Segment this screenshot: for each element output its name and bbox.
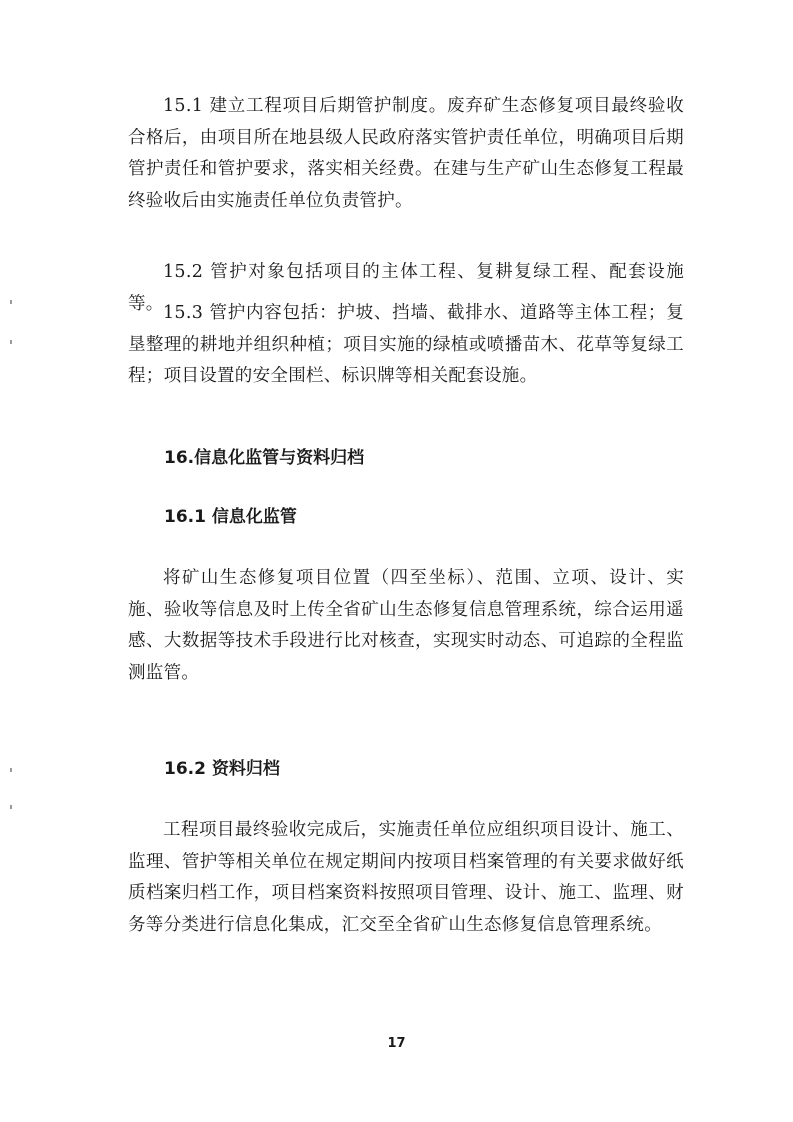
scan-mark: [10, 805, 12, 809]
section-16-1-heading: 16.1 信息化监管: [164, 507, 297, 527]
scan-mark: [10, 300, 12, 304]
page-number: 17: [387, 1036, 406, 1051]
paragraph-15-3: 15.3 管护内容包括：护坡、挡墙、截排水、道路等主体工程；复垦整理的耕地并组织种植；项目实施的绿植或喷播苗木、花草等复绿工程；项目设置的安全围栏、标识牌等相关配套设施。: [128, 303, 684, 386]
paragraph-15-2: 15.2 管护对象包括项目的主体工程、复耕复绿工程、配套设施等。: [128, 262, 684, 314]
paragraph-16-2: 工程项目最终验收完成后，实施责任单位应组织项目设计、施工、监理、管护等相关单位在规定期间内按项目档案管理的有关要求做好纸质档案归档工作，项目档案资料按照项目管理、设计、施工、监理、财务等分类进行信息化集成，汇交至全省矿山生态修复信息管理系统。: [128, 820, 684, 935]
paragraph-16-1: 将矿山生态修复项目位置（四至坐标）、范围、立项、设计、实施、验收等信息及时上传全省矿山生态修复信息管理系统，综合运用遥感、大数据等技术手段进行比对核查，实现实时动态、可追踪的全程监测监管。: [128, 568, 684, 683]
paragraph-15-1: 15.1 建立工程项目后期管护制度。废弃矿生态修复项目最终验收合格后，由项目所在地县级人民政府落实管护责任单位，明确项目后期管护责任和管护要求，落实相关经费。在建与生产矿山生态修复工程最终验收后由实施责任单位负责管护。: [128, 96, 684, 211]
section-16-2-heading: 16.2 资料归档: [164, 759, 280, 779]
scan-mark: [10, 340, 12, 344]
section-16-heading: 16.信息化监管与资料归档: [164, 448, 365, 468]
scan-mark: [10, 768, 12, 772]
